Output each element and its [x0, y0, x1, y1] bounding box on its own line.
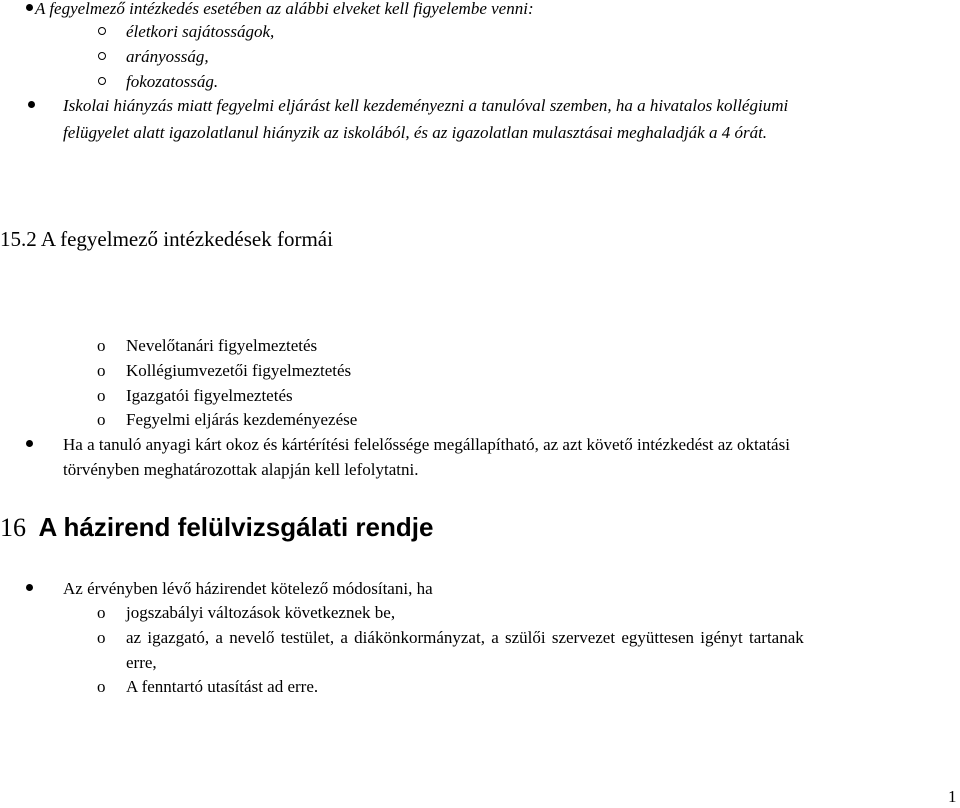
- circle-bullet-icon: [98, 27, 106, 35]
- list-item: életkori sajátosságok,: [126, 22, 275, 41]
- list-item: arányosság,: [126, 47, 209, 66]
- list-item: fokozatosság.: [126, 72, 219, 91]
- o-bullet-icon: o: [97, 628, 106, 647]
- bullet-icon: [28, 101, 35, 108]
- circle-bullet-icon: [98, 77, 106, 85]
- o-bullet-icon: o: [97, 603, 106, 622]
- intro-line: A fegyelmező intézkedés esetében az alábbi elveket kell figyelembe venni:: [35, 0, 534, 18]
- o-bullet-icon: o: [97, 410, 106, 429]
- bullet-icon: [26, 4, 33, 11]
- o-bullet-icon: o: [97, 361, 106, 380]
- chapter-heading: [0, 511, 433, 544]
- o-bullet-icon: o: [97, 386, 106, 405]
- chapter-title: A házirend felülvizsgálati rendje: [38, 512, 434, 542]
- section-heading: 15.2 A fegyelmező intézkedések formái: [0, 227, 333, 251]
- list-item: Nevelőtanári figyelmeztetés: [126, 336, 318, 355]
- page-number: 1: [948, 787, 957, 806]
- paragraph-line: Az érvényben lévő házirendet kötelező módosítani, ha: [63, 579, 433, 598]
- paragraph-line: felügyelet alatt igazolatlanul hiányzik az iskolából, és az igazolatlan mulasztásai meghaladják a 4 órát.: [63, 123, 768, 142]
- chapter-number: 16: [0, 513, 26, 542]
- list-item: A fenntartó utasítást ad erre.: [126, 677, 319, 696]
- list-item: Igazgatói figyelmeztetés: [126, 386, 293, 405]
- paragraph-line: Iskolai hiányzás miatt fegyelmi eljárást kell kezdeményezni a tanulóval szemben, ha a hivatalos kollégiumi: [63, 96, 789, 115]
- list-item-continuation: erre,: [126, 653, 157, 672]
- list-item: az igazgató, a nevelő testület, a diákönkormányzat, a szülői szervezet együttesen igényt tartanak: [126, 628, 804, 647]
- bullet-icon: [26, 584, 33, 591]
- circle-bullet-icon: [98, 52, 106, 60]
- paragraph-line: Ha a tanuló anyagi kárt okoz és kártérítési felelőssége megállapítható, az azt követő intézkedést az oktatási: [63, 435, 790, 454]
- list-item: Kollégiumvezetői figyelmeztetés: [126, 361, 352, 380]
- o-bullet-icon: o: [97, 677, 106, 696]
- o-bullet-icon: o: [97, 336, 106, 355]
- bullet-icon: [26, 440, 33, 447]
- list-item: Fegyelmi eljárás kezdeményezése: [126, 410, 358, 429]
- list-item: jogszabályi változások következnek be,: [126, 603, 396, 622]
- paragraph-line: törvényben meghatározottak alapján kell lefolytatni.: [63, 460, 419, 479]
